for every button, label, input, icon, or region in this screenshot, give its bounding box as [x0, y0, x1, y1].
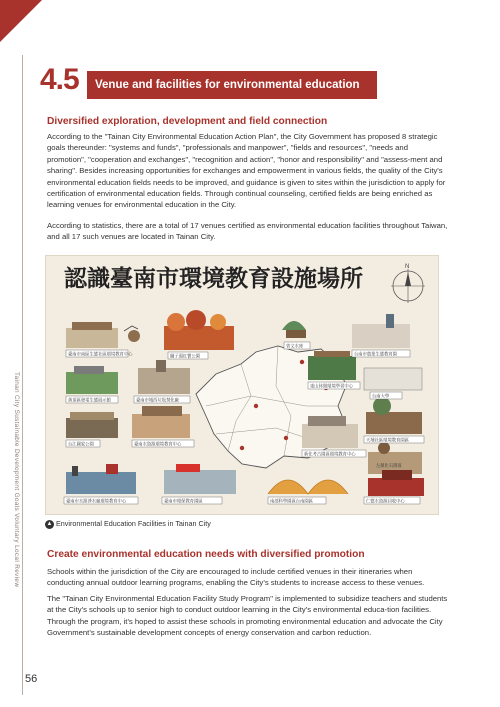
venue-label: 臺南市水源淨水廠環境教育中心: [66, 499, 127, 505]
venue-label: 黃頂區發電生態展示館: [68, 398, 111, 404]
subheading-1: Diversified exploration, development and field connection: [47, 116, 328, 127]
venue-label: 臺南市城西垃圾焚化廠: [136, 398, 179, 404]
venue-label: 新化考古園區環境教育中心: [304, 452, 356, 458]
venue-label: 南部科學園區台南園區: [270, 499, 313, 505]
venue-label: 東山休閒環境學習中心: [310, 384, 353, 390]
side-rule: [22, 55, 23, 695]
corner-ribbon: [0, 0, 42, 42]
venue-label: 台南市農業生態教育園: [354, 352, 397, 358]
compass-north: N: [405, 264, 410, 270]
page-number: 56: [25, 673, 38, 685]
figure-caption: [45, 519, 211, 529]
venue-label: 獅子頭紅寶公園: [170, 354, 201, 360]
map-title: 認識臺南市環境教育設施場所: [64, 266, 363, 292]
venue-label: 臺南市南區生態社區環境教育中心: [68, 352, 133, 358]
venue-label: 台南大學: [372, 394, 390, 400]
venue-label: 臺南市環保教育園區: [164, 499, 203, 505]
section-title: Venue and facilities for environmental education: [87, 71, 377, 99]
subheading-2: Create environmental education needs with diversified promotion: [47, 549, 365, 560]
caption-text: Environmental Education Facilities in Tainan City: [56, 519, 211, 528]
paragraph-3: Schools within the jurisdiction of the City are encouraged to include certified venues in their itineraries when conducting annual outdoor learning programs, enabling the City’s students to increase access to these venues.: [47, 567, 425, 588]
venue-label: 天埔社區環境教育園區: [366, 438, 409, 444]
venue-label: 臺南水資源環境教育中心: [134, 442, 182, 448]
paragraph-2: According to statistics, there are a total of 17 venues certified as environmental education facilities throughout Taiwan, and all 17 such venues are located in Tainan City.: [47, 221, 448, 242]
facility-map-figure: [45, 255, 439, 515]
compass-icon: [391, 264, 425, 303]
paragraph-1: According to the "Tainan City Environmental Education Action Plan", the City Government has proposed 8 strategic goals thereunder: "systems and funds", "professionals and manpower", "fields and resources", "needs and promotion", "cooperation and exchanges", "recognition and action", "honor and responsibility" and "assess-ment and sharing". Besides increasing opportunities for exchanges and empowerment in various fields, the quality of the City's environmental education fields needs to be improved, and guidance is given to sites within the jurisdiction to apply for certification of environmental education fields. Through continual counseling, certified fields are being enriched as learning venues for environmental education in the City.: [47, 132, 446, 210]
caption-marker-icon: ▲: [46, 520, 53, 527]
venue-label: 仁德水資源回收中心: [366, 499, 405, 505]
section-number: 4.5: [40, 63, 79, 96]
side-running-title: Tainan City Sustainable Development Goals Voluntary Local Review: [13, 372, 20, 588]
venue-label: 台江國家公園: [68, 442, 94, 448]
paragraph-4: The "Tainan City Environmental Education Facility Study Program" is implemented to subsidize teachers and students at the City's schools up to senior high to conduct outdoor learning in the City's environmental educa-tion facilities. Through the program, it’s hoped to assist these schools in promoting environmental education and advocate the City Government’s sustainable development concepts of energy conservation and carbon reduction.: [47, 594, 448, 638]
venue-label: 左鎮化石園區: [376, 464, 402, 469]
venue-label: 曾文水庫: [286, 344, 304, 350]
